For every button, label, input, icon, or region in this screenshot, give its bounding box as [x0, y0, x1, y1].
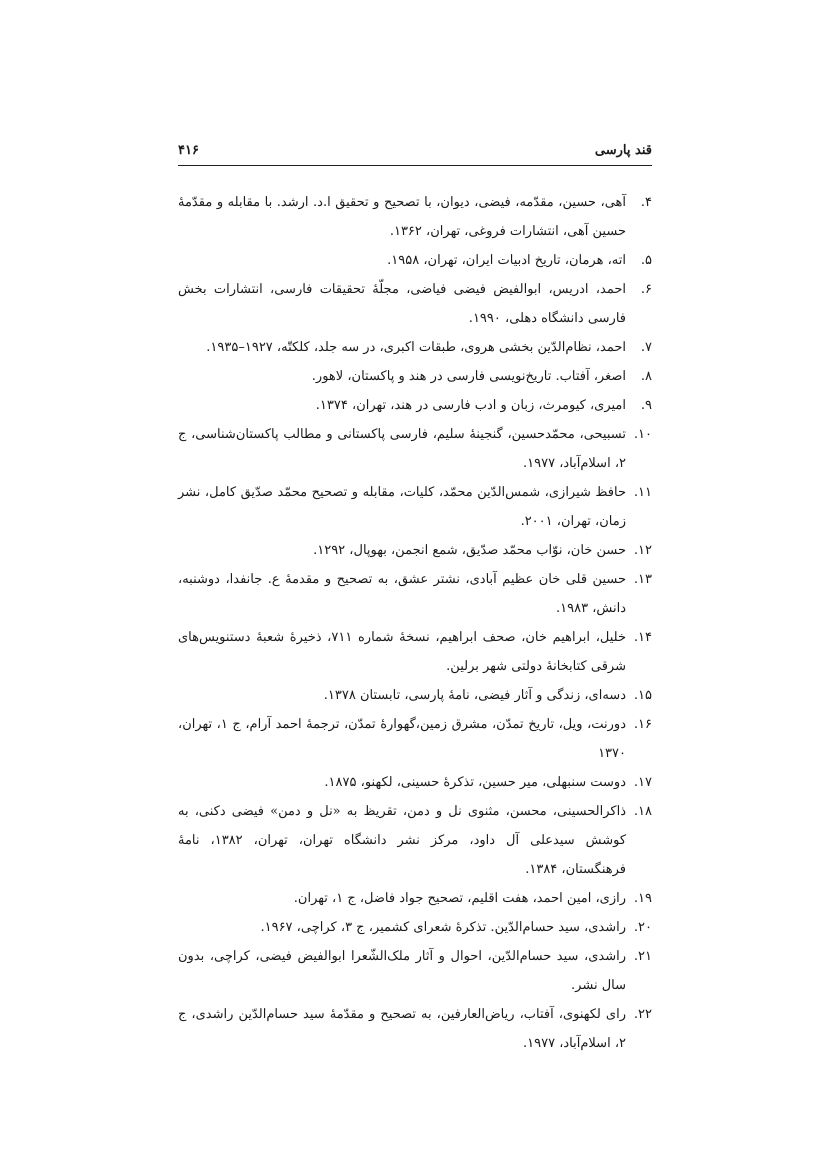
reference-item: [178, 420, 652, 478]
reference-item: [178, 942, 652, 1000]
reference-item: [178, 797, 652, 884]
reference-item: [178, 913, 652, 942]
reference-item: [178, 391, 652, 420]
page-header: [178, 141, 652, 166]
reference-text: حسین قلی خان عظیم آبادی، نشتر عشق، به تصحیح و مقدمهٔ ع. جانفدا، دوشنبه، دانش، ۱۹۸۳.: [178, 572, 626, 616]
page-number: ۴۱۶: [178, 143, 199, 158]
reference-item: [178, 246, 652, 275]
reference-number: ۶.: [640, 282, 652, 297]
reference-text: حافظ شیرازی، شمس‌الدّین محمّد، کلیات، مقابله و تصحیح محمّد صدّیق کامل، نشر زمان، تهران، ۲۰۰۱.: [178, 485, 626, 529]
reference-number: ۲۱.: [633, 949, 652, 964]
reference-text: راشدی، سید حسام‌الدّین، احوال و آثار ملک‌الشّعرا ابوالفیض فیضی، کراچی، بدون سال نشر.: [178, 949, 626, 993]
reference-text: دوست سنبهلی، میر حسین، تذکرهٔ حسینی، لکهنو، ۱۸۷۵.: [324, 775, 626, 790]
reference-text: خلیل، ابراهیم خان، صحف ابراهیم، نسخهٔ شماره ۷۱۱، ذخیرهٔ شعبهٔ دستنویس‌های شرقی کتابخانهٔ دولتی شهر برلین.: [178, 630, 626, 674]
reference-number: ۹.: [640, 398, 652, 413]
reference-text: احمد، ادریس، ابوالفیض فیضی فیاضی، مجلّهٔ تحقیقات فارسی، انتشارات بخش فارسی دانشگاه دهلی، ۱۹۹۰.: [178, 282, 626, 326]
reference-text: آهی، حسین، مقدّمه، فیضی، دیوان، با تصحیح و تحقیق ا.د. ارشد. با مقابله و مقدّمهٔ حسین آهی، انتشارات فروغی، تهران، ۱۳۶۲.: [178, 195, 626, 239]
reference-number: ۱۶.: [633, 717, 652, 732]
reference-number: ۱۰.: [633, 427, 652, 442]
reference-item: [178, 536, 652, 565]
reference-number: ۴.: [640, 195, 652, 210]
reference-text: دورنت، ویل، تاریخ تمدّن، مشرق زمین،گهوارهٔ تمدّن، ترجمهٔ احمد آرام، ج ۱، تهران، ۱۳۷۰: [178, 717, 626, 761]
reference-item: [178, 681, 652, 710]
reference-text: احمد، نظام‌الدّین بخشی هروی، طبقات اکبری، در سه جلد، کلکتّه، ۱۹۲۷–۱۹۳۵.: [206, 340, 626, 355]
reference-text: راشدی، سید حسام‌الدّین. تذکرهٔ شعرای کشمیر، ج ۳، کراچی، ۱۹۶۷.: [260, 920, 626, 935]
reference-item: [178, 188, 652, 246]
reference-item: [178, 565, 652, 623]
reference-item: [178, 1000, 652, 1058]
reference-number: ۵.: [640, 253, 652, 268]
reference-item: [178, 362, 652, 391]
reference-text: دسه‌ای، زندگی و آثار فیضی، نامهٔ پارسی، تابستان ۱۳۷۸.: [323, 688, 626, 703]
reference-text: اته، هرمان، تاریخ ادبیات ایران، تهران، ۱۹۵۸.: [387, 253, 626, 268]
reference-text: اصغر، آفتاب. تاریخ‌نویسی فارسی در هند و پاکستان، لاهور.: [311, 369, 626, 384]
reference-number: ۱۵.: [633, 688, 652, 703]
reference-number: ۱۸.: [633, 804, 652, 819]
reference-number: ۱۳.: [633, 572, 652, 587]
journal-title: قند پارسی: [594, 143, 652, 158]
reference-text: حسن خان، نوّاب محمّد صدّیق، شمع انجمن، بهوپال، ۱۲۹۲.: [313, 543, 626, 558]
reference-text: امیری، کیومرث، زبان و ادب فارسی در هند، تهران، ۱۳۷۴.: [315, 398, 626, 413]
reference-item: [178, 710, 652, 768]
reference-item: [178, 478, 652, 536]
reference-item: [178, 768, 652, 797]
reference-text: تسبیحی، محمّدحسین، گنجینهٔ سلیم، فارسی پاکستانی و مطالب پاکستان‌شناسی، ج ۲، اسلام‌آباد، ۱۹۷۷.: [178, 427, 626, 471]
bibliography-list: [178, 188, 652, 1058]
reference-item: [178, 623, 652, 681]
reference-text: ذاکرالحسینی، محسن، مثنوی نل و دمن، تقریظ به «نل و دمن» فیضی دکنی، به کوشش سیدعلی آل داود، مرکز نشر دانشگاه تهران، تهران، ۱۳۸۲، نامهٔ فرهنگستان، ۱۳۸۴.: [178, 804, 627, 877]
reference-number: ۲۲.: [633, 1007, 652, 1022]
reference-item: [178, 275, 652, 333]
reference-item: [178, 884, 652, 913]
reference-number: ۲۰.: [633, 920, 652, 935]
reference-number: ۷.: [640, 340, 652, 355]
reference-number: ۱۱.: [633, 485, 652, 500]
reference-number: ۱۷.: [633, 775, 652, 790]
reference-number: ۱۲.: [633, 543, 652, 558]
reference-number: ۸.: [640, 369, 652, 384]
reference-number: ۱۹.: [633, 891, 652, 906]
reference-item: [178, 333, 652, 362]
reference-number: ۱۴.: [633, 630, 652, 645]
reference-text: رازی، امین احمد، هفت اقلیم، تصحیح جواد فاضل، ج ۱، تهران.: [293, 891, 626, 906]
reference-text: رای لکهنوی، آفتاب، ریاض‌العارفین، به تصحیح و مقدّمهٔ سید حسام‌الدّین راشدی، ج ۲، اسلام‌آباد، ۱۹۷۷.: [178, 1007, 626, 1051]
